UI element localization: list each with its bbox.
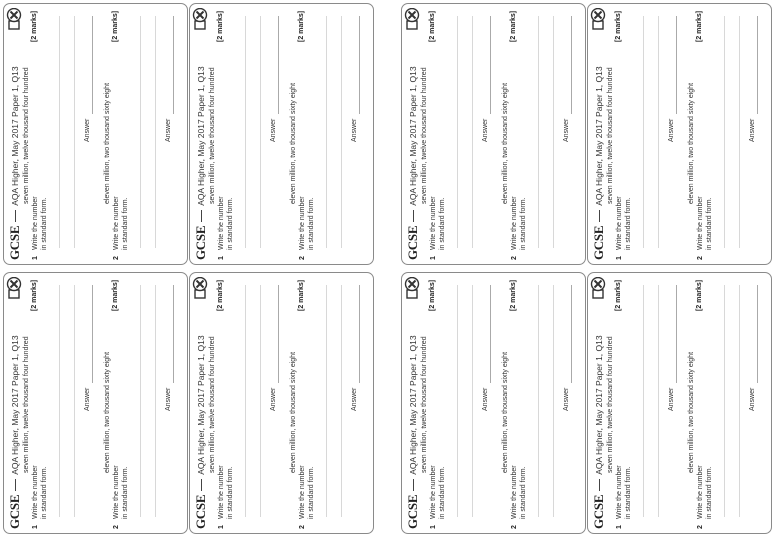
working-line [658,16,659,248]
question-2-marks: [2 marks] [112,279,119,311]
question-2-answer-line [757,285,758,383]
gcse-brand: GCSE [591,494,606,529]
question-2-answer-line [571,16,572,114]
question-2-answer-label: Answer [351,387,358,411]
question-1-prompt: Write the number [32,196,39,250]
source-text: AQA Higher, May 2017 Paper 1, Q13 [10,335,20,475]
working-line [457,285,458,517]
question-2-prompt: Write the number [299,196,306,250]
question-1-number-words: seven million, twelve thousand four hundred [607,336,614,473]
working-line [155,16,156,248]
question-1-number-words: seven million, twelve thousand four hundred [23,336,30,473]
card-content [4,273,188,534]
question-1-prompt: Write the number [218,465,225,519]
question-2-marks: [2 marks] [696,10,703,42]
question-2-answer-label: Answer [749,387,756,411]
gcse-brand: GCSE [405,225,420,260]
question-2-prompt: Write the number [697,465,704,519]
question-2-marks: [2 marks] [298,10,305,42]
question-2-number: 2 [697,256,704,260]
working-line [643,16,644,248]
question-1-answer-label: Answer [668,118,675,142]
question-1-number-words: seven million, twelve thousand four hundred [607,67,614,204]
question-2-answer-line [359,16,360,114]
question-2-suffix: in standard form. [520,197,527,250]
question-1-suffix: in standard form. [625,197,632,250]
question-1-marks: [2 marks] [429,279,436,311]
question-1-number-words: seven million, twelve thousand four hundred [23,67,30,204]
question-2-answer-line [359,285,360,383]
question-1-suffix: in standard form. [227,197,234,250]
question-1-number-words: seven million, twelve thousand four hundred [421,67,428,204]
question-1-answer-line [278,285,279,383]
question-1-prompt: Write the number [32,465,39,519]
question-card [3,3,188,265]
question-1-answer-line [676,285,677,383]
card-header [7,10,23,260]
card-header [193,10,209,260]
question-2-answer-label: Answer [563,118,570,142]
source-text: AQA Higher, May 2017 Paper 1, Q13 [408,66,418,206]
question-1-number: 1 [430,256,437,260]
question-1-marks: [2 marks] [31,10,38,42]
question-1-number-words: seven million, twelve thousand four hundred [421,336,428,473]
question-2-number: 2 [299,525,306,529]
working-line [739,16,740,248]
working-line [245,16,246,248]
dr-frost-logo-icon [6,8,22,30]
question-2-number-words: eleven million, two thousand sixty eight [502,351,509,473]
working-line [658,285,659,517]
working-line [245,285,246,517]
working-line [140,285,141,517]
question-1-answer-label: Answer [84,387,91,411]
question-card [189,3,374,265]
working-line [472,285,473,517]
question-1-number: 1 [616,525,623,529]
question-1-number: 1 [32,256,39,260]
question-2-marks: [2 marks] [298,279,305,311]
question-1-answer-line [278,16,279,114]
question-1-answer-label: Answer [270,387,277,411]
question-2-answer-label: Answer [165,387,172,411]
question-2-marks: [2 marks] [510,279,517,311]
question-2-number: 2 [511,525,518,529]
header-dash [201,479,202,491]
working-line [724,16,725,248]
question-1-suffix: in standard form. [625,466,632,519]
dr-frost-logo-icon [404,8,420,30]
question-1-number: 1 [32,525,39,529]
question-2-number-words: eleven million, two thousand sixty eight [290,82,297,204]
dr-frost-logo-icon [192,277,208,299]
working-line [457,16,458,248]
question-2-number-words: eleven million, two thousand sixty eight [290,351,297,473]
question-card [401,3,586,265]
question-2-answer-line [571,285,572,383]
card-header [591,279,607,529]
question-card [401,272,586,534]
question-2-number-words: eleven million, two thousand sixty eight [688,351,695,473]
question-2-suffix: in standard form. [706,466,713,519]
question-1-answer-label: Answer [482,118,489,142]
source-text: AQA Higher, May 2017 Paper 1, Q13 [196,66,206,206]
dr-frost-logo-icon [6,277,22,299]
question-1-suffix: in standard form. [227,466,234,519]
source-text: AQA Higher, May 2017 Paper 1, Q13 [10,66,20,206]
question-2-suffix: in standard form. [122,466,129,519]
question-1-number: 1 [218,256,225,260]
question-1-number-words: seven million, twelve thousand four hundred [209,336,216,473]
working-line [140,16,141,248]
question-2-prompt: Write the number [113,196,120,250]
question-2-suffix: in standard form. [706,197,713,250]
header-dash [15,210,16,222]
question-1-answer-line [92,16,93,114]
header-dash [15,479,16,491]
question-2-answer-label: Answer [165,118,172,142]
question-2-number: 2 [697,525,704,529]
card-header [405,279,421,529]
question-1-answer-line [490,285,491,383]
gcse-brand: GCSE [193,225,208,260]
question-card [189,272,374,534]
question-2-prompt: Write the number [299,465,306,519]
question-1-number: 1 [430,525,437,529]
working-line [643,285,644,517]
question-2-marks: [2 marks] [510,10,517,42]
question-2-answer-label: Answer [749,118,756,142]
header-dash [201,210,202,222]
source-text: AQA Higher, May 2017 Paper 1, Q13 [196,335,206,475]
question-1-answer-label: Answer [270,118,277,142]
working-line [341,16,342,248]
question-1-answer-line [490,16,491,114]
question-1-prompt: Write the number [616,465,623,519]
question-2-marks: [2 marks] [112,10,119,42]
question-1-suffix: in standard form. [41,197,48,250]
question-2-number-words: eleven million, two thousand sixty eight [502,82,509,204]
working-line [74,16,75,248]
question-2-prompt: Write the number [511,196,518,250]
header-dash [599,210,600,222]
question-1-number: 1 [218,525,225,529]
question-card [587,3,772,265]
question-2-number-words: eleven million, two thousand sixty eight [104,351,111,473]
question-2-answer-label: Answer [563,387,570,411]
question-2-prompt: Write the number [511,465,518,519]
question-2-number-words: eleven million, two thousand sixty eight [688,82,695,204]
question-2-suffix: in standard form. [122,197,129,250]
question-2-suffix: in standard form. [308,466,315,519]
question-2-suffix: in standard form. [308,197,315,250]
dr-frost-logo-icon [404,277,420,299]
card-header [193,279,209,529]
working-line [538,16,539,248]
source-text: AQA Higher, May 2017 Paper 1, Q13 [408,335,418,475]
question-2-number: 2 [113,256,120,260]
gcse-brand: GCSE [7,225,22,260]
header-dash [599,479,600,491]
question-1-prompt: Write the number [616,196,623,250]
header-dash [413,210,414,222]
working-line [538,285,539,517]
dr-frost-logo-icon [192,8,208,30]
working-line [260,285,261,517]
header-dash [413,479,414,491]
question-1-number: 1 [616,256,623,260]
card-content [588,4,772,265]
question-1-suffix: in standard form. [439,197,446,250]
question-2-prompt: Write the number [697,196,704,250]
question-1-suffix: in standard form. [41,466,48,519]
question-1-marks: [2 marks] [429,10,436,42]
question-1-number-words: seven million, twelve thousand four hundred [209,67,216,204]
question-1-suffix: in standard form. [439,466,446,519]
question-1-prompt: Write the number [430,465,437,519]
working-line [59,285,60,517]
question-2-prompt: Write the number [113,465,120,519]
dr-frost-logo-icon [590,277,606,299]
question-1-marks: [2 marks] [31,279,38,311]
question-card [587,272,772,534]
question-1-marks: [2 marks] [217,10,224,42]
card-content [402,4,586,265]
card-content [190,4,374,265]
question-1-marks: [2 marks] [615,279,622,311]
question-1-answer-line [92,285,93,383]
question-2-number: 2 [113,525,120,529]
card-header [7,279,23,529]
working-line [341,285,342,517]
working-line [724,285,725,517]
question-2-answer-label: Answer [351,118,358,142]
gcse-brand: GCSE [405,494,420,529]
question-2-answer-line [173,285,174,383]
question-1-marks: [2 marks] [217,279,224,311]
working-line [74,285,75,517]
source-text: AQA Higher, May 2017 Paper 1, Q13 [594,335,604,475]
gcse-brand: GCSE [193,494,208,529]
question-2-answer-line [757,16,758,114]
question-2-number-words: eleven million, two thousand sixty eight [104,82,111,204]
question-card [3,272,188,534]
working-line [553,285,554,517]
working-line [739,285,740,517]
gcse-brand: GCSE [591,225,606,260]
working-line [326,16,327,248]
dr-frost-logo-icon [590,8,606,30]
card-content [190,273,374,534]
working-line [553,16,554,248]
working-line [260,16,261,248]
question-1-prompt: Write the number [218,196,225,250]
gcse-brand: GCSE [7,494,22,529]
working-line [472,16,473,248]
card-content [588,273,772,534]
card-header [405,10,421,260]
card-header [591,10,607,260]
card-content [4,4,188,265]
question-1-answer-label: Answer [482,387,489,411]
working-line [326,285,327,517]
source-text: AQA Higher, May 2017 Paper 1, Q13 [594,66,604,206]
card-content [402,273,586,534]
question-2-marks: [2 marks] [696,279,703,311]
working-line [155,285,156,517]
question-1-answer-line [676,16,677,114]
question-1-answer-label: Answer [668,387,675,411]
question-2-answer-line [173,16,174,114]
question-1-prompt: Write the number [430,196,437,250]
question-2-suffix: in standard form. [520,466,527,519]
question-2-number: 2 [511,256,518,260]
question-2-number: 2 [299,256,306,260]
question-1-marks: [2 marks] [615,10,622,42]
question-1-answer-label: Answer [84,118,91,142]
working-line [59,16,60,248]
